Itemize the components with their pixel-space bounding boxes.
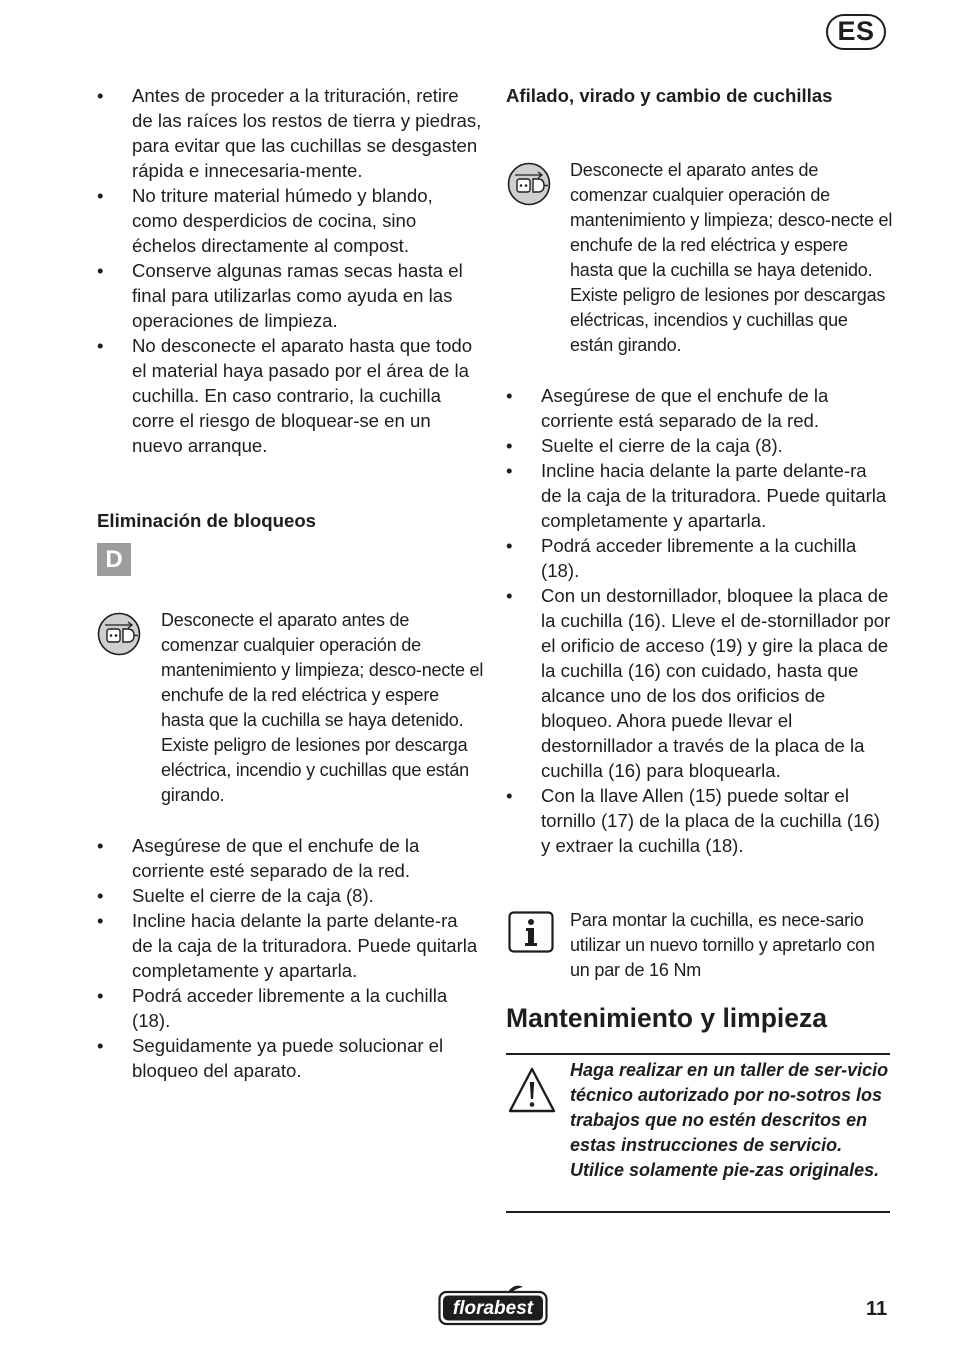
- safety-note-right: Desconecte el aparato antes de comenzar cualquier operación de mantenimiento y limpieza; desco-necte el enchufe de la red eléctrica y espere hasta que la cuchilla se haya detenido. Existe peligro de lesiones por descargas eléctricas, incendios y cuchillas que están girando.: [570, 160, 893, 355]
- list-item: • No triture material húmedo y blando, como desperdicios de cocina, sino échelos directamente al compost.: [97, 183, 483, 258]
- list-item: • Suelte el cierre de la caja (8).: [506, 433, 892, 458]
- list-item: • No desconecte el aparato hasta que todo el material haya pasado por el área de la cuchilla. En caso contrario, la cuchilla corre el riesgo de bloquear-se en un nuevo arranque.: [97, 333, 483, 458]
- divider: [506, 1211, 890, 1213]
- list-item: • Conserve algunas ramas secas hasta el final para utilizarlas como ayuda en las operaciones de limpieza.: [97, 258, 483, 333]
- unplug-icon: [97, 612, 141, 661]
- blockage-steps-list: [97, 833, 483, 1083]
- unplug-icon: [507, 162, 551, 211]
- list-item: • Seguidamente ya puede solucionar el bloqueo del aparato.: [97, 1033, 483, 1083]
- intro-bullet-list: [97, 83, 483, 458]
- info-icon: [508, 911, 554, 958]
- list-item: • Podrá acceder libremente a la cuchilla (18).: [97, 983, 483, 1033]
- info-note: Para montar la cuchilla, es nece-sario utilizar un nuevo tornillo y apretarlo con un par de 16 Nm: [570, 910, 875, 980]
- safety-note-left: Desconecte el aparato antes de comenzar cualquier operación de mantenimiento y limpieza; desco-necte el enchufe de la red eléctrica y espere hasta que la cuchilla se haya detenido. Existe peligro de lesiones por descarga eléctrica, incendio y cuchillas que están girando.: [161, 610, 484, 805]
- list-item: • Incline hacia delante la parte delante-ra de la caja de la trituradora. Puede quitarla completamente y apartarla.: [97, 908, 483, 983]
- list-item: • Incline hacia delante la parte delante-ra de la caja de la trituradora. Puede quitarla completamente y apartarla.: [506, 458, 892, 533]
- language-badge: ES: [826, 14, 886, 50]
- section-title-blades: Afilado, virado y cambio de cuchillas: [506, 85, 833, 106]
- page-heading-maintenance: Mantenimiento y limpieza: [506, 1003, 828, 1033]
- warning-note: Haga realizar en un taller de ser-vicio técnico autorizado por no-sotros los trabajos que no estén descritos en estas instrucciones de servicio. Utilice solamente pie-zas originales.: [570, 1060, 889, 1180]
- logo-text: florabest: [452, 1298, 534, 1319]
- blade-steps-list: [506, 383, 892, 858]
- list-item: • Con la llave Allen (15) puede soltar el tornillo (17) de la placa de la cuchilla (16) y extraer la cuchilla (18).: [506, 783, 892, 858]
- d-badge: D: [97, 543, 131, 576]
- list-item: • Con un destornillador, bloquee la placa de la cuchilla (16). Lleve el de-stornillador por el orificio de acceso (19) y gire la placa de la cuchilla (16) con cuidado, hasta que alcance uno de los dos orificios de bloqueo. Ahora puede llevar el destornillador a través de la placa de la cuchilla (16) para bloquearla.: [506, 583, 892, 783]
- florabest-logo: [438, 1283, 548, 1332]
- list-item: • Suelte el cierre de la caja (8).: [97, 883, 483, 908]
- section-title-blockages: Eliminación de bloqueos: [97, 510, 317, 531]
- list-item: • Antes de proceder a la trituración, retire de las raíces los restos de tierra y piedras, para evitar que las cuchillas se desgasten rápida e innecesaria-mente.: [97, 83, 483, 183]
- warning-icon: [507, 1066, 557, 1119]
- list-item: • Asegúrese de que el enchufe de la corriente esté separado de la red.: [97, 833, 483, 883]
- page-number: 11: [866, 1298, 888, 1320]
- divider: [506, 1053, 890, 1055]
- list-item: • Podrá acceder libremente a la cuchilla (18).: [506, 533, 892, 583]
- list-item: • Asegúrese de que el enchufe de la corriente está separado de la red.: [506, 383, 892, 433]
